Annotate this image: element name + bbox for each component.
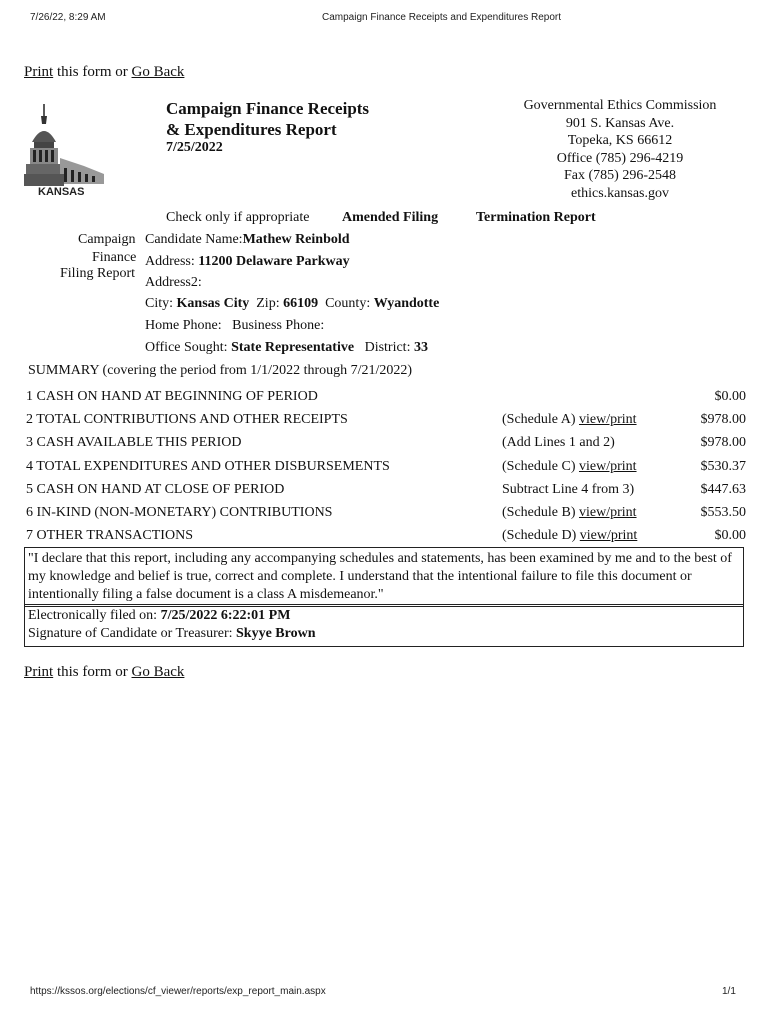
row-note: (Schedule A) view/print bbox=[502, 411, 637, 427]
view-print-link[interactable]: view/print bbox=[578, 458, 637, 474]
row-label: 2 TOTAL CONTRIBUTIONS AND OTHER RECEIPTS bbox=[26, 411, 348, 427]
emblem-text: KANSAS bbox=[38, 186, 85, 198]
row-note bbox=[502, 385, 672, 408]
office-row bbox=[145, 340, 428, 356]
row-label: 5 CASH ON HAND AT CLOSE OF PERIOD bbox=[26, 481, 285, 497]
home-phone-label: Home Phone: bbox=[145, 318, 222, 333]
row-amount: $978.00 bbox=[700, 411, 746, 427]
print-link[interactable]: Print bbox=[24, 64, 54, 80]
commission-fax: Fax (785) 296-2548 bbox=[564, 168, 676, 184]
row-label: 7 OTHER TRANSACTIONS bbox=[26, 528, 193, 544]
row-amount: $0.00 bbox=[714, 528, 746, 544]
address-value: 11200 Delaware Parkway bbox=[198, 254, 350, 269]
candidate-name: Mathew Reinbold bbox=[242, 232, 350, 247]
declaration-box: "I declare that this report, including any accompanying schedules and statements, has been examined by me and to the best of my knowledge and belief is true, correct and complete. I understand that the intentional failure to file this document or intentionally filing a false document is a class A misdemeanor." bbox=[24, 547, 744, 607]
signature-box bbox=[24, 604, 744, 647]
commission-name: Governmental Ethics Commission bbox=[523, 98, 717, 113]
row-note: (Schedule D) view/print bbox=[502, 528, 638, 544]
office-value: State Representative bbox=[231, 340, 355, 355]
row-note: (Schedule C) view/print bbox=[502, 458, 637, 474]
commission-city: Topeka, KS 66612 bbox=[567, 133, 673, 149]
nav-text: this form or bbox=[53, 664, 132, 680]
view-print-link[interactable]: view/print bbox=[578, 505, 637, 521]
district-value: 33 bbox=[413, 340, 428, 355]
report-title bbox=[166, 98, 369, 140]
termination-report: Termination Report bbox=[476, 210, 596, 225]
commission-website: ethics.kansas.gov bbox=[571, 185, 669, 201]
commission-info bbox=[500, 97, 740, 203]
summary-row bbox=[26, 432, 746, 455]
district-label: District: bbox=[364, 340, 411, 355]
view-print-link[interactable]: view/print bbox=[579, 528, 638, 544]
filed-label: Electronically filed on: bbox=[28, 608, 161, 623]
row-label: 1 CASH ON HAND AT BEGINNING OF PERIOD bbox=[26, 388, 318, 404]
print-url: https://kssos.org/elections/cf_viewer/reports/exp_report_main.aspx bbox=[30, 986, 326, 997]
row-amount: $447.63 bbox=[700, 481, 746, 497]
report-title-line2: & Expenditures Report bbox=[166, 120, 337, 139]
row-note: (Schedule B) view/print bbox=[502, 505, 637, 521]
summary-row bbox=[26, 408, 746, 431]
row-label: 3 CASH AVAILABLE THIS PERIOD bbox=[26, 435, 242, 451]
candidate-label: Candidate Name: bbox=[145, 232, 243, 247]
side-label-finance: Finance bbox=[92, 250, 137, 265]
office-label: Office Sought: bbox=[145, 340, 228, 355]
row-note: (Add Lines 1 and 2) bbox=[502, 435, 615, 451]
row-note: Subtract Line 4 from 3) bbox=[502, 481, 635, 497]
row-label: 6 IN-KIND (NON-MONETARY) CONTRIBUTIONS bbox=[26, 505, 333, 521]
side-label-filing-report: Filing Report bbox=[60, 266, 136, 281]
city-row bbox=[145, 296, 439, 312]
city-label: City: bbox=[145, 296, 174, 311]
zip-value: 66109 bbox=[283, 296, 319, 311]
county-label: County: bbox=[325, 296, 371, 311]
bottom-nav bbox=[24, 664, 184, 681]
business-phone-label: Business Phone: bbox=[232, 318, 325, 333]
address-row bbox=[145, 254, 350, 270]
commission-office-phone: Office (785) 296-4219 bbox=[556, 150, 684, 166]
row-amount: $978.00 bbox=[700, 435, 746, 451]
go-back-link[interactable]: Go Back bbox=[131, 64, 185, 80]
row-amount: $553.50 bbox=[700, 505, 746, 521]
summary-row bbox=[26, 455, 746, 478]
side-label-campaign: Campaign bbox=[78, 232, 136, 247]
address2-label: Address2: bbox=[145, 275, 202, 290]
phone-row bbox=[145, 318, 324, 334]
print-link[interactable]: Print bbox=[24, 664, 54, 680]
go-back-link[interactable]: Go Back bbox=[131, 664, 185, 680]
city-value: Kansas City bbox=[176, 296, 250, 311]
signature-row bbox=[28, 625, 740, 643]
summary-row bbox=[26, 478, 746, 501]
top-nav bbox=[24, 64, 184, 81]
summary-row bbox=[26, 501, 746, 524]
summary-row bbox=[26, 525, 746, 548]
print-page-number: 1/1 bbox=[722, 986, 736, 997]
signature-value: Skyye Brown bbox=[236, 626, 316, 641]
signature-label: Signature of Candidate or Treasurer: bbox=[28, 626, 237, 641]
commission-street: 901 S. Kansas Ave. bbox=[565, 115, 675, 131]
check-label: Check only if appropriate bbox=[166, 210, 310, 225]
report-date: 7/25/2022 bbox=[166, 140, 223, 155]
print-page-title: Campaign Finance Receipts and Expenditures Report bbox=[322, 12, 562, 23]
amended-filing: Amended Filing bbox=[342, 210, 439, 225]
nav-text: this form or bbox=[53, 64, 132, 80]
candidate-row bbox=[145, 232, 350, 248]
row-amount: $0.00 bbox=[714, 388, 746, 404]
row-label: 4 TOTAL EXPENDITURES AND OTHER DISBURSEMENTS bbox=[26, 458, 390, 474]
report-title-line1: Campaign Finance Receipts bbox=[166, 99, 370, 118]
filed-row bbox=[28, 607, 740, 625]
kansas-capitol-emblem-icon bbox=[24, 102, 114, 198]
filed-value: 7/25/2022 6:22:01 PM bbox=[160, 608, 291, 623]
summary-heading: SUMMARY (covering the period from 1/1/2022 through 7/21/2022) bbox=[28, 363, 413, 378]
row-amount: $530.37 bbox=[700, 458, 746, 474]
summary-row bbox=[26, 385, 746, 408]
view-print-link[interactable]: view/print bbox=[578, 411, 637, 427]
zip-label: Zip: bbox=[256, 296, 280, 311]
print-timestamp: 7/26/22, 8:29 AM bbox=[30, 12, 106, 23]
address-label: Address: bbox=[145, 254, 195, 269]
summary-table bbox=[26, 385, 746, 548]
county-value: Wyandotte bbox=[373, 296, 440, 311]
